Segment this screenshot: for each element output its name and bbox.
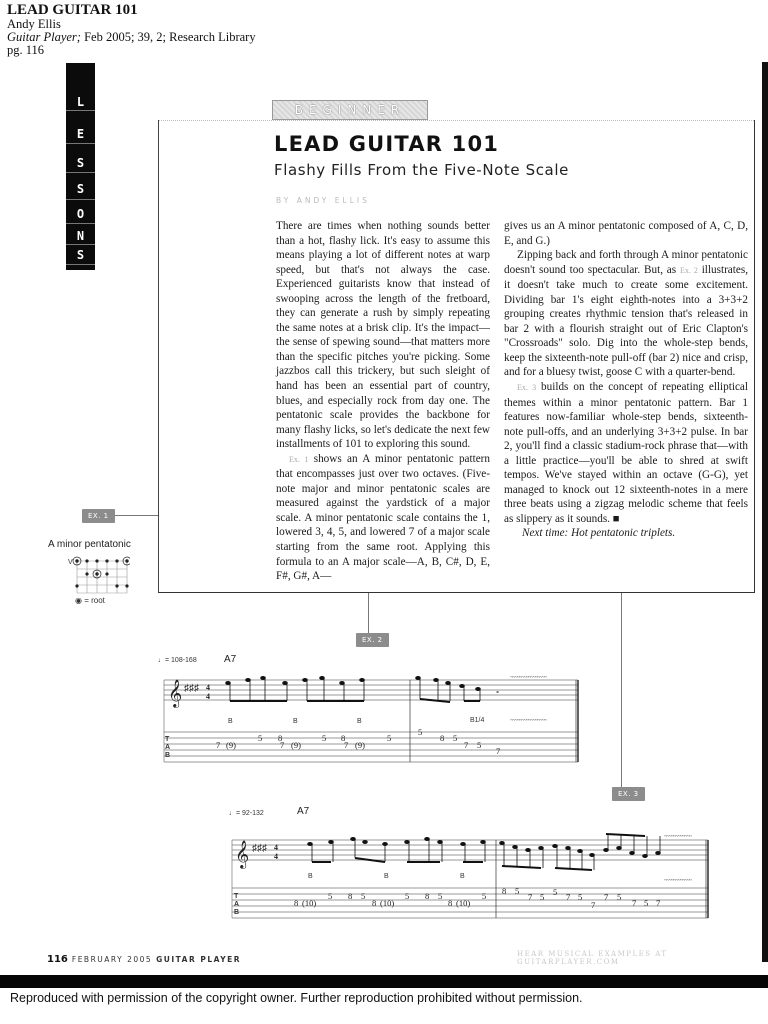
- ex3-notation: [230, 818, 710, 923]
- ex2-tempo: ♩= 108-168: [158, 657, 197, 664]
- svg-text:(9): (9): [291, 740, 301, 750]
- page-number: 116: [47, 954, 68, 965]
- tab-letter: S: [76, 156, 85, 170]
- next-time-teaser: Next time: Hot pentatonic triplets.: [522, 527, 676, 540]
- svg-text:B: B: [293, 718, 298, 725]
- citation-page: pg. 116: [7, 43, 45, 57]
- svg-text:5: 5: [438, 891, 443, 901]
- svg-text:8: 8: [341, 733, 346, 743]
- svg-text:4: 4: [274, 852, 278, 861]
- tab-letter: N: [76, 229, 85, 243]
- ex1-caption: A minor pentatonic: [48, 539, 131, 550]
- ex3-tempo: ♩= 92-132: [229, 810, 264, 817]
- svg-text:7: 7: [566, 892, 571, 902]
- svg-text:B: B: [384, 873, 389, 880]
- tab-divider: [66, 199, 95, 200]
- article-headline: LEAD GUITAR 101: [274, 132, 500, 156]
- svg-text:5: 5: [418, 727, 423, 737]
- svg-text:8: 8: [372, 898, 377, 908]
- svg-text:5: 5: [477, 740, 482, 750]
- ex2-label: EX. 2: [356, 633, 389, 647]
- svg-text:7: 7: [280, 740, 285, 750]
- svg-text:5: 5: [453, 733, 458, 743]
- frame-top-rule: [159, 120, 754, 121]
- svg-text:4: 4: [206, 692, 210, 701]
- svg-text:B: B: [308, 873, 313, 880]
- example-reference: Ex. 3: [517, 383, 537, 393]
- svg-text:7: 7: [464, 740, 469, 750]
- svg-text:7: 7: [344, 740, 349, 750]
- ex2-connector: [368, 593, 369, 633]
- citation-source: [7, 31, 256, 44]
- svg-text:5: 5: [258, 733, 263, 743]
- lessons-side-tab: [66, 63, 95, 270]
- scan-edge-bar: [762, 62, 768, 962]
- svg-text:T: T: [234, 893, 239, 900]
- svg-text:5: 5: [482, 891, 487, 901]
- citation-header: [7, 2, 256, 57]
- copyright-notice: Reproduced with permission of the copyright owner. Further reproduction prohibited without permission.: [10, 991, 583, 1005]
- article-column-right: [504, 219, 748, 541]
- tab-letter: O: [76, 207, 85, 221]
- svg-text:♯♯♯: ♯♯♯: [184, 683, 199, 694]
- example-reference: Ex. 2: [679, 265, 698, 275]
- ex1-label: EX. 1: [82, 509, 115, 523]
- tab-letter: S: [76, 248, 85, 262]
- svg-text:8: 8: [440, 733, 445, 743]
- scan-bottom-band: [0, 975, 768, 988]
- page-footer: [47, 954, 241, 965]
- svg-text:7: 7: [496, 746, 501, 756]
- svg-text:5: 5: [361, 891, 366, 901]
- svg-text:B1/4: B1/4: [470, 717, 485, 724]
- svg-text:~~~~~~~~~~~~~~~~: ~~~~~~~~~~~~~~~~: [510, 718, 546, 724]
- paragraph: Zipping back and forth through A minor pentatonic doesn't sound too spectacular. But, as Ex. 2 illustrates, it doesn't take much to create some excitement. Dividing bar 1's eight eighth-notes into a 3+3+2 grouping creates rhythmic tension that's released in bar 2 with a flourish straight out of Eric Clapton's "Crossroads" solo. Dig into the whole-step bends, keep the sixteenth-note pull-off (bar 2) nice and crisp, and for a bluesy twist, goose C with a quarter-bend.: [504, 249, 748, 379]
- svg-text:~~~~~~~~~~~~: ~~~~~~~~~~~~: [664, 834, 691, 840]
- paragraph: Ex. 3 builds on the concept of repeating elliptical themes within a minor pentatonic pattern. Bar 1 features now-familiar whole-step bends, sixteenth-note pull-offs, and an underlying 3+3+2 pulse. In bar 2, you'll find a classic stadium-rock phrase that—with a little practice—you'll be able to shred at swift tempos. We've stayed within an octave (G-G), yet managed to knock out 12 sixteenth-notes in a mere three beats using a zigzag melodic scheme that feels as slippery as it sounds. ■: [504, 381, 748, 525]
- svg-text:5: 5: [578, 892, 583, 902]
- ex1-connector: [112, 515, 158, 516]
- svg-text:8: 8: [294, 898, 299, 908]
- treble-clef-icon: 𝄞: [235, 840, 250, 868]
- svg-text:5: 5: [553, 887, 558, 897]
- citation-journal: Guitar Player;: [7, 30, 81, 44]
- svg-text:8: 8: [348, 891, 353, 901]
- svg-text:(9): (9): [226, 740, 236, 750]
- svg-text:4: 4: [206, 683, 210, 692]
- svg-text:B: B: [228, 718, 233, 725]
- svg-text:~~~~~~~~~~~~: ~~~~~~~~~~~~: [664, 878, 691, 884]
- svg-text:5: 5: [405, 891, 410, 901]
- paragraph: gives us an A minor pentatonic composed of A, C, D, E, and G.): [504, 220, 748, 247]
- svg-text:𝅗: 𝅗: [496, 685, 500, 696]
- tab-divider: [66, 244, 95, 245]
- svg-text:8: 8: [278, 733, 283, 743]
- svg-text:8: 8: [502, 886, 507, 896]
- tab-divider: [66, 143, 95, 144]
- svg-text:T: T: [165, 736, 170, 743]
- tab-letter: S: [76, 182, 85, 196]
- svg-text:(10): (10): [380, 898, 395, 908]
- tab-divider: [66, 223, 95, 224]
- citation-details: Feb 2005; 39, 2; Research Library: [80, 30, 256, 44]
- paragraph: There are times when nothing sounds better than a hot, flashy lick. It's easy to assume this means playing a lot of different notes at warp speed, but that's not always the case. Experienced guitarists know that instead of swooping across the length of the fretboard, they can generate a rush by simply repeating the same notes at a brisk clip. It's the impact—the sense of spewing sound—that matters more than the specific pitches you're picking. Some jazzbos call this trickery, but such sleight of hand has been an essential part of country, blues, and especially rock from day one. The pentatonic scale provides the backbone for many flashy licks, so let's dedicate the next few installments of 101 to exploring this sound.: [276, 220, 490, 451]
- svg-text:B: B: [460, 873, 465, 880]
- scale-diagram: [68, 556, 130, 596]
- svg-text:B: B: [165, 752, 171, 759]
- ex2-notation: [160, 665, 580, 765]
- svg-text:5: 5: [322, 733, 327, 743]
- svg-text:5: 5: [644, 898, 649, 908]
- article-column-left: [276, 219, 490, 584]
- citation-title: LEAD GUITAR 101: [7, 2, 138, 18]
- paragraph: Ex. 1 shows an A minor pentatonic pattern that encompasses just over two octaves. (Five-note major and minor pentatonic scales are measured against the yardstick of a major scale. A minor pentatonic scale contains the 1, lowered 3, 4, 5, and lowered 7 of a major scale starting from the same root. Applying this formula to an A major scale—A, B, C#, D, E, F#, G#, A—: [276, 452, 490, 583]
- svg-text:B: B: [234, 909, 240, 916]
- svg-text:5: 5: [328, 891, 333, 901]
- footer-url-note: HEAR MUSICAL EXAMPLES AT GUITARPLAYER.COM: [517, 950, 668, 966]
- svg-text:♯♯♯: ♯♯♯: [252, 843, 267, 854]
- tab-letter: E: [76, 127, 85, 141]
- root-legend: ◉ = root: [75, 596, 105, 605]
- svg-text:(9): (9): [355, 740, 365, 750]
- root-symbol-icon: ◉: [75, 596, 82, 605]
- ex3-connector: [621, 593, 622, 787]
- article-byline: BY ANDY ELLIS: [276, 196, 370, 205]
- position-marker: V: [68, 559, 73, 566]
- svg-text:(10): (10): [456, 898, 471, 908]
- svg-text:8: 8: [425, 891, 430, 901]
- svg-text:B: B: [357, 718, 362, 725]
- svg-text:5: 5: [515, 886, 520, 896]
- svg-text:7: 7: [656, 898, 661, 908]
- ex3-chord: A7: [297, 806, 310, 817]
- quarter-note-icon: ♩: [158, 657, 165, 664]
- svg-text:5: 5: [387, 733, 392, 743]
- section-kicker: BEGINNER: [272, 100, 428, 120]
- tab-letter: L: [76, 95, 85, 109]
- svg-text:7: 7: [591, 900, 596, 910]
- svg-text:5: 5: [617, 892, 622, 902]
- tab-divider: [66, 264, 95, 265]
- example-reference: Ex. 1: [289, 454, 309, 464]
- tab-divider: [66, 172, 95, 173]
- svg-text:A: A: [234, 901, 240, 908]
- svg-text:~~~~~~~~~~~~~~~~: ~~~~~~~~~~~~~~~~: [510, 675, 546, 681]
- ex3-label: EX. 3: [612, 787, 645, 801]
- svg-text:5: 5: [540, 892, 545, 902]
- svg-text:8: 8: [448, 898, 453, 908]
- svg-text:A: A: [165, 744, 171, 751]
- tab-divider: [66, 110, 95, 111]
- treble-clef-icon: 𝄞: [168, 679, 183, 707]
- issue-date: FEBRUARY 2005: [71, 955, 153, 964]
- quarter-note-icon: ♩: [229, 810, 236, 817]
- svg-text:4: 4: [274, 843, 278, 852]
- svg-text:7: 7: [216, 740, 221, 750]
- svg-text:7: 7: [632, 898, 637, 908]
- svg-text:(10): (10): [302, 898, 317, 908]
- ex2-chord: A7: [224, 654, 237, 665]
- citation-author: Andy Ellis: [7, 17, 61, 31]
- svg-text:7: 7: [528, 892, 533, 902]
- svg-text:7: 7: [604, 892, 609, 902]
- magazine-name: GUITAR PLAYER: [156, 955, 242, 964]
- article-subhead: Flashy Fills From the Five-Note Scale: [274, 161, 569, 179]
